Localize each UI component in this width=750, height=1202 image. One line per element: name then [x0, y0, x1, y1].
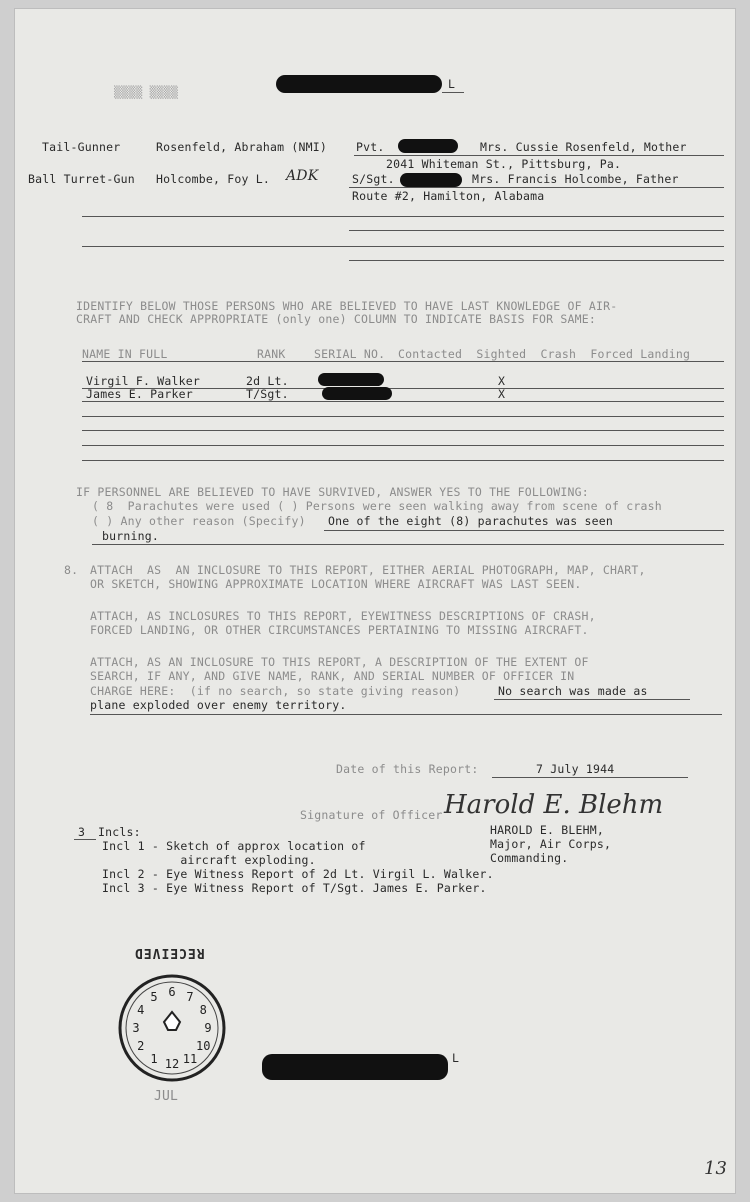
crew-rank: Pvt. — [356, 140, 385, 154]
inclosure-item: Incl 1 - Sketch of approx location of — [102, 839, 366, 853]
kin-address: Route #2, Hamilton, Alabama — [352, 189, 545, 203]
stamp-date: JUL — [154, 1089, 179, 1104]
answer-rule — [92, 544, 724, 545]
attach-text: FORCED LANDING, OR OTHER CIRCUMSTANCES PERTAINING TO MISSING AIRCRAFT. — [90, 623, 589, 637]
header-mark: L — [452, 1051, 460, 1065]
line-rule — [349, 187, 724, 188]
header-mark: L — [448, 77, 456, 91]
redaction-bar — [400, 173, 462, 187]
attach-text: SEARCH, IF ANY, AND GIVE NAME, RANK, AND SERIAL NUMBER OF OFFICER IN — [90, 669, 575, 683]
dial-number: 5 — [150, 989, 158, 1004]
dial-number: 6 — [168, 985, 176, 999]
redaction-bar — [262, 1054, 448, 1080]
inclosure-label: Incls: — [98, 825, 141, 839]
received-stamp-text: RECEIVED — [134, 945, 205, 960]
blank-rule — [82, 246, 724, 247]
dial-number: 3 — [132, 1021, 140, 1035]
parachutes-answer: burning. — [102, 529, 159, 543]
witness-name: James E. Parker — [86, 387, 193, 401]
search-answer: No search was made as — [498, 684, 648, 698]
redaction-bar — [398, 139, 458, 153]
dial-number: 1 — [150, 1052, 158, 1067]
blank-rule — [82, 445, 724, 446]
crew-name: Rosenfeld, Abraham (NMI) — [156, 140, 327, 154]
crew-position: Ball Turret-Gun — [28, 172, 135, 186]
dial-number: 11 — [182, 1052, 198, 1067]
parachutes-text: IF PERSONNEL ARE BELIEVED TO HAVE SURVIVED, ANSWER YES TO THE FOLLOWING: — [76, 485, 589, 499]
column-header-basis: Contacted Sighted Crash Forced Landing — [398, 347, 691, 361]
redaction-bar — [318, 373, 384, 386]
blank-rule — [82, 460, 724, 461]
line-rule — [354, 155, 724, 156]
witness-rank: T/Sgt. — [246, 387, 289, 401]
redaction-bar — [322, 387, 392, 400]
witness-mark: X — [498, 387, 506, 401]
parachutes-text: ( 8 Parachutes were used ( ) Persons were seen walking away from scene of crash — [92, 499, 662, 513]
attach-text: ATTACH, AS AN INCLOSURE TO THIS REPORT, A DESCRIPTION OF THE EXTENT OF — [90, 655, 589, 669]
date-rule — [492, 777, 688, 778]
kin-line: Mrs. Francis Holcombe, Father — [472, 172, 679, 186]
blank-rule — [82, 416, 724, 417]
answer-rule — [494, 699, 690, 700]
signer-title: Commanding. — [490, 851, 569, 865]
blank-rule — [349, 260, 724, 261]
header-faint-text: ▒▒▒▒ ▒▒▒▒ — [114, 85, 179, 99]
date-label: Date of this Report: — [336, 762, 479, 776]
blank-rule — [82, 430, 724, 431]
inclosure-item: Incl 3 - Eye Witness Report of T/Sgt. James E. Parker. — [102, 881, 487, 895]
crew-name: Holcombe, Foy L. — [156, 172, 270, 186]
dial-number: 2 — [137, 1039, 145, 1053]
attach-text: ATTACH AS AN INCLOSURE TO THIS REPORT, EITHER AERIAL PHOTOGRAPH, MAP, CHART, — [90, 563, 646, 577]
signature-script: Harold E. Blehm — [444, 790, 664, 820]
witness-mark: X — [498, 374, 506, 388]
search-answer: plane exploded over enemy territory. — [90, 698, 347, 712]
signature-label: Signature of Officer — [300, 808, 443, 822]
witness-name: Virgil F. Walker — [86, 374, 200, 388]
crew-rank: S/Sgt. — [352, 172, 395, 186]
parachutes-answer: One of the eight (8) parachutes was seen — [328, 514, 613, 528]
page-number: 13 — [704, 1158, 727, 1179]
dial-number: 10 — [195, 1039, 211, 1053]
kin-line: Mrs. Cussie Rosenfeld, Mother — [480, 140, 687, 154]
handwritten-annotation: ADK — [286, 168, 319, 184]
column-header-serial: SERIAL NO. — [314, 347, 386, 361]
attach-text: CHARGE HERE: (if no search, so state giving reason) — [90, 684, 461, 698]
section-number: 8. — [64, 563, 79, 577]
redaction-bar — [276, 75, 442, 93]
count-rule — [74, 839, 96, 840]
crew-position: Tail-Gunner — [42, 140, 121, 154]
attach-text: OR SKETCH, SHOWING APPROXIMATE LOCATION WHERE AIRCRAFT WAS LAST SEEN. — [90, 577, 582, 591]
header-rule — [442, 92, 464, 93]
inclosure-item: Incl 2 - Eye Witness Report of 2d Lt. Virgil L. Walker. — [102, 867, 494, 881]
document-page — [14, 8, 736, 1194]
date-value: 7 July 1944 — [536, 762, 615, 776]
inclosure-count: 3 — [78, 825, 86, 839]
attach-text: ATTACH, AS INCLOSURES TO THIS REPORT, EYEWITNESS DESCRIPTIONS OF CRASH, — [90, 609, 596, 623]
dial-number: 9 — [204, 1021, 212, 1035]
dial-number: 12 — [164, 1057, 180, 1071]
dial-number: 7 — [186, 989, 194, 1004]
answer-rule — [90, 714, 722, 715]
column-header-rank: RANK — [257, 347, 286, 361]
kin-address: 2041 Whiteman St., Pittsburg, Pa. — [386, 157, 622, 171]
identify-text: IDENTIFY BELOW THOSE PERSONS WHO ARE BELIEVED TO HAVE LAST KNOWLEDGE OF AIR- — [76, 299, 618, 313]
received-stamp-dial — [114, 970, 230, 1086]
witness-rank: 2d Lt. — [246, 374, 289, 388]
answer-rule — [324, 530, 724, 531]
column-header-name: NAME IN FULL — [82, 347, 168, 361]
signer-title: Major, Air Corps, — [490, 837, 612, 851]
parachutes-text: ( ) Any other reason (Specify) — [92, 514, 306, 528]
blank-rule — [82, 216, 724, 217]
inclosure-item: aircraft exploding. — [102, 853, 316, 867]
row-rule — [82, 401, 724, 402]
identify-text: CRAFT AND CHECK APPROPRIATE (only one) COLUMN TO INDICATE BASIS FOR SAME: — [76, 312, 597, 326]
signer-name: HAROLD E. BLEHM, — [490, 823, 604, 837]
dial-number: 4 — [137, 1003, 145, 1017]
dial-number: 8 — [199, 1003, 207, 1017]
blank-rule — [349, 230, 724, 231]
header-rule — [82, 361, 724, 362]
